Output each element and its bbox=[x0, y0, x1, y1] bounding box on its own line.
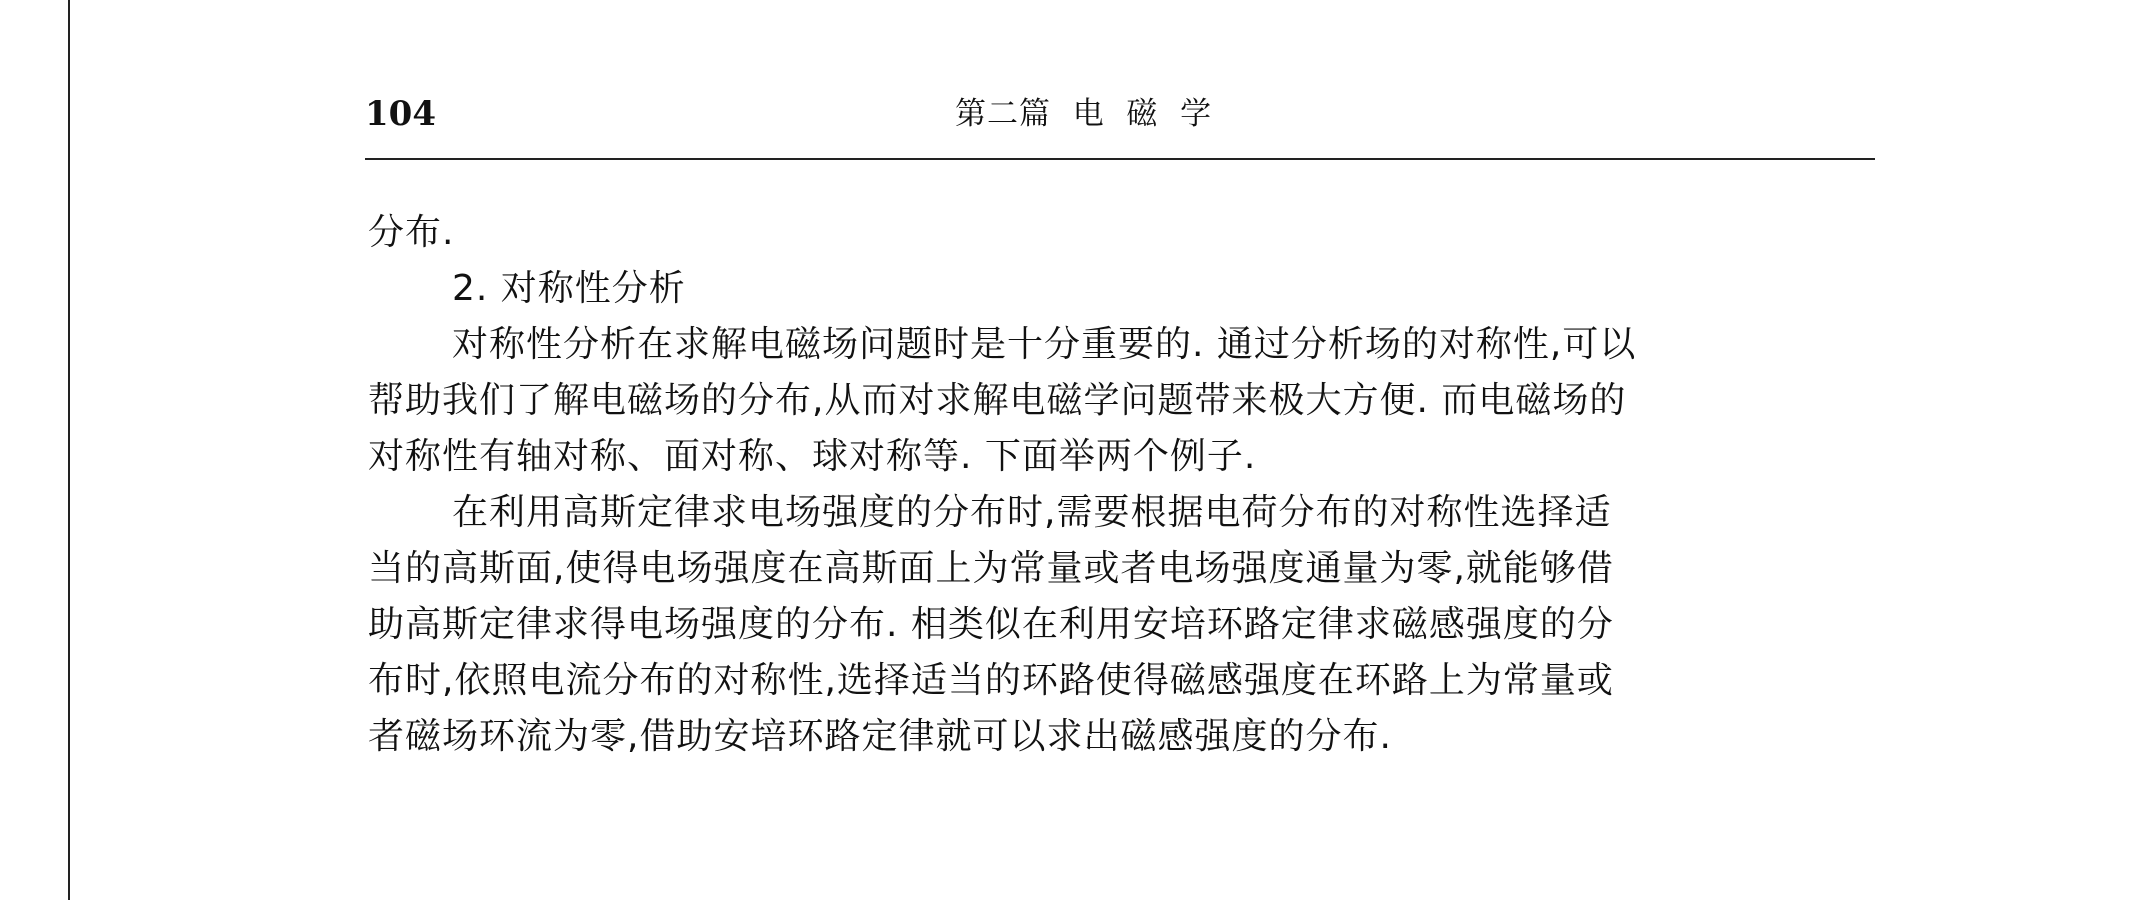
paragraph-line: 当的高斯面,使得电场强度在高斯面上为常量或者电场强度通量为零,就能够借 bbox=[368, 548, 1614, 589]
page-number: 104 bbox=[365, 94, 436, 134]
header-rule bbox=[365, 158, 1875, 160]
paragraph-line: 在利用高斯定律求电场强度的分布时,需要根据电荷分布的对称性选择适 bbox=[452, 492, 1612, 533]
page-header bbox=[365, 92, 1875, 142]
paragraph-line: 者磁场环流为零,借助安培环路定律就可以求出磁感强度的分布. bbox=[368, 716, 1392, 757]
paragraph-line: 帮助我们了解电磁场的分布,从而对求解电磁学问题带来极大方便. 而电磁场的 bbox=[368, 380, 1627, 421]
body-text bbox=[368, 205, 1878, 765]
paragraph-line: 对称性有轴对称、面对称、球对称等. 下面举两个例子. bbox=[368, 436, 1257, 477]
section-heading: 2. 对称性分析 bbox=[452, 268, 686, 309]
text-line: 分布. bbox=[368, 212, 455, 253]
page-left-border bbox=[68, 0, 70, 900]
paragraph-line: 布时,依照电流分布的对称性,选择适当的环路使得磁感强度在环路上为常量或 bbox=[368, 660, 1614, 701]
paragraph-line: 对称性分析在求解电磁场问题时是十分重要的. 通过分析场的对称性,可以 bbox=[452, 324, 1637, 365]
paragraph-line: 助高斯定律求得电场强度的分布. 相类似在利用安培环路定律求磁感强度的分 bbox=[368, 604, 1614, 645]
running-title: 第二篇 电 磁 学 bbox=[955, 96, 1213, 132]
